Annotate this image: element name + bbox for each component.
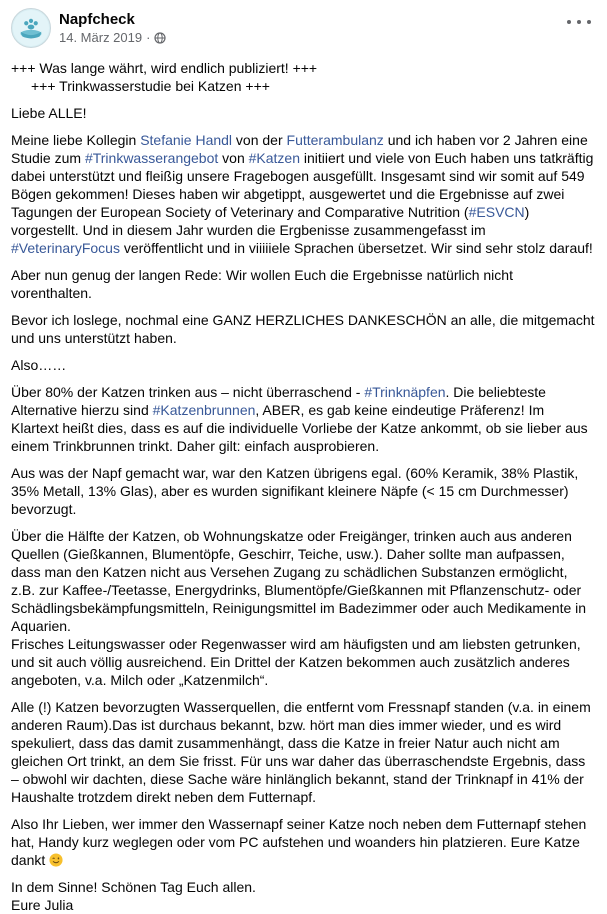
- mention-stefanie-handl[interactable]: Stefanie Handl: [140, 132, 233, 148]
- post-body: [11, 59, 595, 914]
- more-dot-3: [587, 20, 591, 24]
- headline-line-1: +++ Was lange währt, wird endlich publiziert! +++: [11, 60, 318, 76]
- hashtag-trinkwasserangebot[interactable]: #Trinkwasserangebot: [84, 150, 219, 166]
- headline-line-2: +++ Trinkwasserstudie bei Katzen +++: [31, 78, 270, 94]
- text: veröffentlicht und in viiiiiele Sprachen übersetzet. Wir sind sehr stolz darauf!: [119, 240, 593, 256]
- globe-icon: [154, 32, 166, 44]
- mention-futterambulanz[interactable]: Futterambulanz: [286, 132, 384, 148]
- hashtag-katzen[interactable]: #Katzen: [248, 150, 300, 166]
- signature: Eure Julia: [11, 897, 74, 913]
- text: Meine liebe Kollegin: [11, 132, 141, 148]
- page-name-link[interactable]: Napfcheck: [59, 11, 135, 28]
- page-avatar[interactable]: [11, 8, 51, 48]
- text: , ABER, es gab keine eindeutige Präferenz! Im Klartext heißt dies, dass es auf die individuelle Vorliebe der Katze ankommt, ob sie lieber aus einem Trinkbrunnen trinkt. Daher gilt: einfach ausprobieren.: [11, 402, 588, 454]
- hashtag-esvcn[interactable]: #ESVCN: [468, 204, 525, 220]
- paragraph-results-1: [11, 383, 595, 455]
- more-options-icon[interactable]: [567, 16, 591, 28]
- hashtag-veterinaryfocus[interactable]: #VeterinaryFocus: [11, 240, 120, 256]
- post-header: [11, 8, 591, 48]
- paragraph-2: Aber nun genug der langen Rede: Wir wollen Euch die Ergebnisse natürlich nicht vorenthalten.: [11, 267, 513, 301]
- post-meta: [59, 10, 166, 46]
- post-headline: [11, 59, 595, 95]
- text: Über 80% der Katzen trinken aus – nicht überraschend -: [11, 384, 365, 400]
- closing: [11, 878, 595, 914]
- paragraph-also: Also……: [11, 357, 67, 373]
- greeting: Liebe ALLE!: [11, 105, 87, 121]
- paragraph-location: Alle (!) Katzen bevorzugten Wasserquellen, die entfernt vom Fressnapf standen (v.a. in einem anderen Raum).Das ist durchaus bekannt, bzw. hört man dies immer wieder, und es wird spekuliert, dass das damit zusammenhängt, dass die Katze in freier Natur auch nicht am gleichen Ort trinkt, an dem Sie frisst. Für uns war daher das überraschendste Ergebnis, dass – obwohl wir dachten, diese Sache wäre hinlänglich bekannt, stand der Trinknapf in 41% der Haushalte trotzdem direkt neben dem Futternapf.: [11, 699, 591, 805]
- paragraph-material: Aus was der Napf gemacht war, war den Katzen übrigens egal. (60% Keramik, 38% Plastik, 35% Metall, 13% Glas), aber es wurden signifikant kleinere Näpfe (< 15 cm Durchmesser) bevorzugt.: [11, 465, 579, 517]
- text: und ich haben vor 2 Jahren eine Studie zum: [11, 132, 588, 166]
- more-dot-1: [567, 20, 571, 24]
- text: von der: [232, 132, 287, 148]
- post-date[interactable]: 14. März 2019: [59, 30, 143, 45]
- more-dot-2: [577, 20, 581, 24]
- paragraph-other-sources: Über die Hälfte der Katzen, ob Wohnungskatze oder Freigänger, trinken auch aus anderen Quellen (Gießkannen, Blumentöpfe, Geschirr, Teiche, usw.). Daher sollte man aufpassen, dass man den Katzen nicht aus Versehen Zugang zu schädlichen Substanzen ermöglicht, z.B. zur Kaffee-/Teetasse, Energydrinks, Blumentöpfe/Gießkannen mit Pflanzenschutz- oder Schädlingsbekämpfungsmitteln, Reinigungsmittel im Badezimmer oder auch Medikamente in Aquarien.: [11, 528, 587, 634]
- paragraph-thanks: Bevor ich loslege, nochmal eine GANZ HERZLICHES DANKESCHÖN an alle, die mitgemacht und uns unterstützt haben.: [11, 312, 595, 346]
- napfcheck-logo-icon: [12, 8, 50, 48]
- closing-line-1: In dem Sinne! Schönen Tag Euch allen.: [11, 879, 256, 895]
- text: ) vorgestellt. Und in diesem Jahr wurden die Ergbenisse zusammengefasst im: [11, 204, 530, 238]
- wink-emoji-icon: [49, 853, 63, 867]
- text: . Die beliebteste Alternative hierzu sind: [11, 384, 546, 418]
- paragraph-intro: [11, 131, 595, 257]
- paragraph-tap-water: Frisches Leitungswasser oder Regenwasser wird am häufigsten und am liebsten getrunken, und sit auch völlig ausreichend. Ein Drittel der Katzen bekommen auch zusätzlich anderes angeboten, v.a. Milch oder „Katzenmilch“.: [11, 636, 581, 688]
- paragraph-advice: [11, 815, 595, 869]
- text: Also Ihr Lieben, wer immer den Wassernapf seiner Katze noch neben dem Futternapf stehen hat, Handy kurz weglegen oder vom PC aufstehen und woanders hin platzieren. Eure Katze dankt: [11, 816, 587, 868]
- hashtag-trinknaepfen[interactable]: #Trinknäpfen: [364, 384, 446, 400]
- post-date-row: [59, 29, 166, 46]
- text: initiiert und viele von Euch haben uns tatkräftig dabei unterstützt und fleißig unsere Fragebogen ausgefüllt. Insgesamt sind wir somit auf 549 Bögen gekommen! Dieses haben wir abgetippt, ausgewertet und die Ergebnisse auf zwei Tagungen der European Society of Veterinary and Comparative Nutrition (: [11, 150, 594, 220]
- text: von: [218, 150, 249, 166]
- hashtag-katzenbrunnen[interactable]: #Katzenbrunnen: [152, 402, 256, 418]
- date-separator: ·: [146, 30, 151, 45]
